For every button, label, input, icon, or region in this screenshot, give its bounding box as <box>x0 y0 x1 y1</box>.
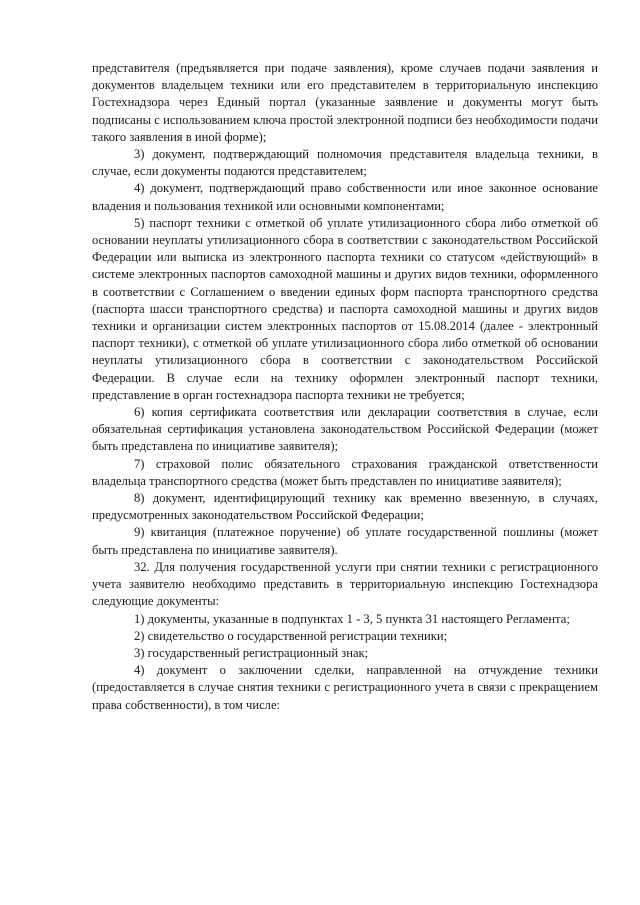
paragraph-item-6: 6) копия сертификата соответствия или декларации соответствия в случае, если обязательная сертификация установлена законодательством Российской Федерации (может быть представлена по инициативе заявителя); <box>92 405 598 454</box>
paragraph-section-32-item-2: 2) свидетельство о государственной регистрации техники; <box>134 628 448 643</box>
paragraph-item-5: 5) паспорт техники с отметкой об уплате утилизационного сбора либо отметкой об основании неуплаты утилизационного сбора в соответствии с законодательством Российской Федерации или выписка из электронного паспорта техники со статусом «действующий» в системе электронных паспортов самоходной машины и других видов техники, оформленного в соответствии с Соглашением о введении единых форм паспорта транспортного средства (паспорта шасси транспортного средства) и паспорта самоходной машины и других видов техники и организации систем электронных паспортов от 15.08.2014 (далее - электронный паспорт техники), с отметкой об уплате утилизационного сбора либо отметкой об основании неуплаты утилизационного сбора в соответствии с законодательством Российской Федерации. В случае если на технику оформлен электронный паспорт техники, представление в орган гостехнадзора паспорта техники не требуется; <box>92 215 598 402</box>
paragraph-section-32-item-4: 4) документ о заключении сделки, направленной на отчуждение техники (предоставляется в случае снятия техники с регистрационного учета в связи с прекращением права собственности), в том числе: <box>92 663 598 712</box>
paragraph-section-32-item-1: 1) документы, указанные в подпунктах 1 - 3, 5 пункта 31 настоящего Регламента; <box>134 611 570 626</box>
paragraph-item-3: 3) документ, подтверждающий полномочия представителя владельца техники, в случае, если документы подаются представителем; <box>92 147 598 179</box>
paragraph-item-4: 4) документ, подтверждающий право собственности или иное законное основание владения и пользования техникой или основными компонентами; <box>92 181 598 213</box>
paragraph-representative-continuation: представителя (предъявляется при подаче заявления), кроме случаев подачи заявления и документов владельцем техники или его представителем в территориальную инспекцию Гостехнадзора через Единый портал (указанные заявление и документы могут быть подписаны с использованием ключа простой электронной подписи без необходимости подачи такого заявления в иной форме); <box>92 61 598 144</box>
paragraph-item-9: 9) квитанция (платежное поручение) об уплате государственной пошлины (может быть представлена по инициативе заявителя). <box>92 525 598 557</box>
paragraph-item-7: 7) страховой полис обязательного страхования гражданской ответственности владельца транспортного средства (может быть представлен по инициативе заявителя); <box>92 456 598 488</box>
paragraph-item-8: 8) документ, идентифицирующий технику как временно ввезенную, в случаях, предусмотренных законодательством Российской Федерации; <box>92 491 598 523</box>
paragraph-section-32-item-3: 3) государственный регистрационный знак; <box>134 645 369 660</box>
document-page <box>92 60 598 714</box>
paragraph-section-32: 32. Для получения государственной услуги при снятии техники с регистрационного учета заявителю необходимо представить в территориальную инспекцию Гостехнадзора следующие документы: <box>92 559 598 609</box>
